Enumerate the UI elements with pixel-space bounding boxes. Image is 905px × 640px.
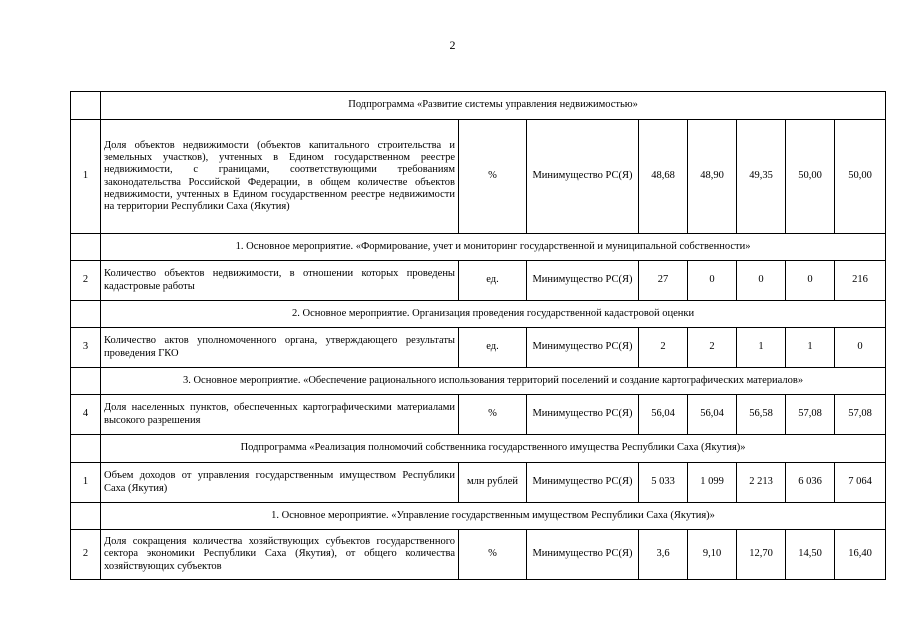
table-row <box>71 530 886 580</box>
indicator-value: 0 <box>835 328 886 368</box>
responsible-executor: Минимущество РС(Я) <box>527 261 639 301</box>
indicator-value: 27 <box>639 261 688 301</box>
table-row <box>71 261 886 301</box>
row-number-empty <box>71 368 101 395</box>
indicator-value: 1 <box>737 328 786 368</box>
unit-of-measure: ед. <box>459 261 527 301</box>
section-row <box>71 435 886 463</box>
indicator-value: 5 033 <box>639 463 688 503</box>
section-title: Подпрограмма «Развитие системы управления недвижимостью» <box>101 92 886 120</box>
row-number: 3 <box>71 328 101 368</box>
indicator-description: Количество объектов недвижимости, в отношении которых проведены кадастровые работы <box>101 261 459 301</box>
indicator-value: 56,04 <box>639 395 688 435</box>
responsible-executor: Минимущество РС(Я) <box>527 463 639 503</box>
table-body <box>71 92 886 580</box>
section-row <box>71 92 886 120</box>
row-number: 2 <box>71 261 101 301</box>
responsible-executor: Минимущество РС(Я) <box>527 120 639 234</box>
section-row <box>71 368 886 395</box>
indicator-value: 57,08 <box>786 395 835 435</box>
indicator-description: Объем доходов от управления государственным имуществом Республики Саха (Якутия) <box>101 463 459 503</box>
indicators-table <box>70 91 886 580</box>
indicator-value: 16,40 <box>835 530 886 580</box>
indicator-description: Доля сокращения количества хозяйствующих субъектов государственного сектора экономики Республики Саха (Якутия), от общего количества хозяйствующих субъектов <box>101 530 459 580</box>
unit-of-measure: % <box>459 530 527 580</box>
table-row <box>71 395 886 435</box>
indicator-value: 0 <box>688 261 737 301</box>
indicator-description: Доля населенных пунктов, обеспеченных картографическими материалами высокого разрешения <box>101 395 459 435</box>
row-number: 1 <box>71 120 101 234</box>
indicator-value: 2 <box>688 328 737 368</box>
table-row <box>71 328 886 368</box>
unit-of-measure: % <box>459 120 527 234</box>
indicator-value: 14,50 <box>786 530 835 580</box>
unit-of-measure: % <box>459 395 527 435</box>
indicator-value: 9,10 <box>688 530 737 580</box>
row-number-empty <box>71 234 101 261</box>
responsible-executor: Минимущество РС(Я) <box>527 328 639 368</box>
indicator-value: 7 064 <box>835 463 886 503</box>
indicator-value: 48,68 <box>639 120 688 234</box>
table-row <box>71 120 886 234</box>
unit-of-measure: млн рублей <box>459 463 527 503</box>
indicator-value: 50,00 <box>786 120 835 234</box>
row-number: 4 <box>71 395 101 435</box>
row-number-empty <box>71 92 101 120</box>
indicator-value: 216 <box>835 261 886 301</box>
section-title: 1. Основное мероприятие. «Формирование, учет и мониторинг государственной и муниципальной собственности» <box>101 234 886 261</box>
indicator-value: 49,35 <box>737 120 786 234</box>
indicator-value: 57,08 <box>835 395 886 435</box>
indicator-value: 56,04 <box>688 395 737 435</box>
row-number-empty <box>71 435 101 463</box>
indicator-value: 2 <box>639 328 688 368</box>
page-number: 2 <box>449 38 456 52</box>
indicator-value: 0 <box>737 261 786 301</box>
indicator-value: 12,70 <box>737 530 786 580</box>
indicator-description: Доля объектов недвижимости (объектов капитального строительства и земельных участков), учтенных в Едином государственном реестре недвижимости, с границами, соответствующими требованиям законодательства Российской Федерации, в общем количестве объектов недвижимости, учтенных в Едином государственном реестре недвижимости на территории Республики Саха (Якутия) <box>101 120 459 234</box>
row-number: 1 <box>71 463 101 503</box>
section-row <box>71 503 886 530</box>
responsible-executor: Минимущество РС(Я) <box>527 395 639 435</box>
indicator-value: 2 213 <box>737 463 786 503</box>
row-number-empty <box>71 301 101 328</box>
unit-of-measure: ед. <box>459 328 527 368</box>
table-row <box>71 463 886 503</box>
section-title: 3. Основное мероприятие. «Обеспечение рационального использования территорий поселений и создание картографических материалов» <box>101 368 886 395</box>
indicator-value: 1 <box>786 328 835 368</box>
indicator-value: 56,58 <box>737 395 786 435</box>
responsible-executor: Минимущество РС(Я) <box>527 530 639 580</box>
section-row <box>71 234 886 261</box>
row-number: 2 <box>71 530 101 580</box>
section-row <box>71 301 886 328</box>
indicator-value: 3,6 <box>639 530 688 580</box>
indicator-value: 48,90 <box>688 120 737 234</box>
indicator-value: 50,00 <box>835 120 886 234</box>
section-title: 2. Основное мероприятие. Организация проведения государственной кадастровой оценки <box>101 301 886 328</box>
indicator-value: 6 036 <box>786 463 835 503</box>
section-title: Подпрограмма «Реализация полномочий собственника государственного имущества Республики Саха (Якутия)» <box>101 435 886 463</box>
indicator-value: 1 099 <box>688 463 737 503</box>
indicator-value: 0 <box>786 261 835 301</box>
section-title: 1. Основное мероприятие. «Управление государственным имуществом Республики Саха (Якутия)» <box>101 503 886 530</box>
indicator-description: Количество актов уполномоченного органа, утверждающего результаты проведения ГКО <box>101 328 459 368</box>
row-number-empty <box>71 503 101 530</box>
